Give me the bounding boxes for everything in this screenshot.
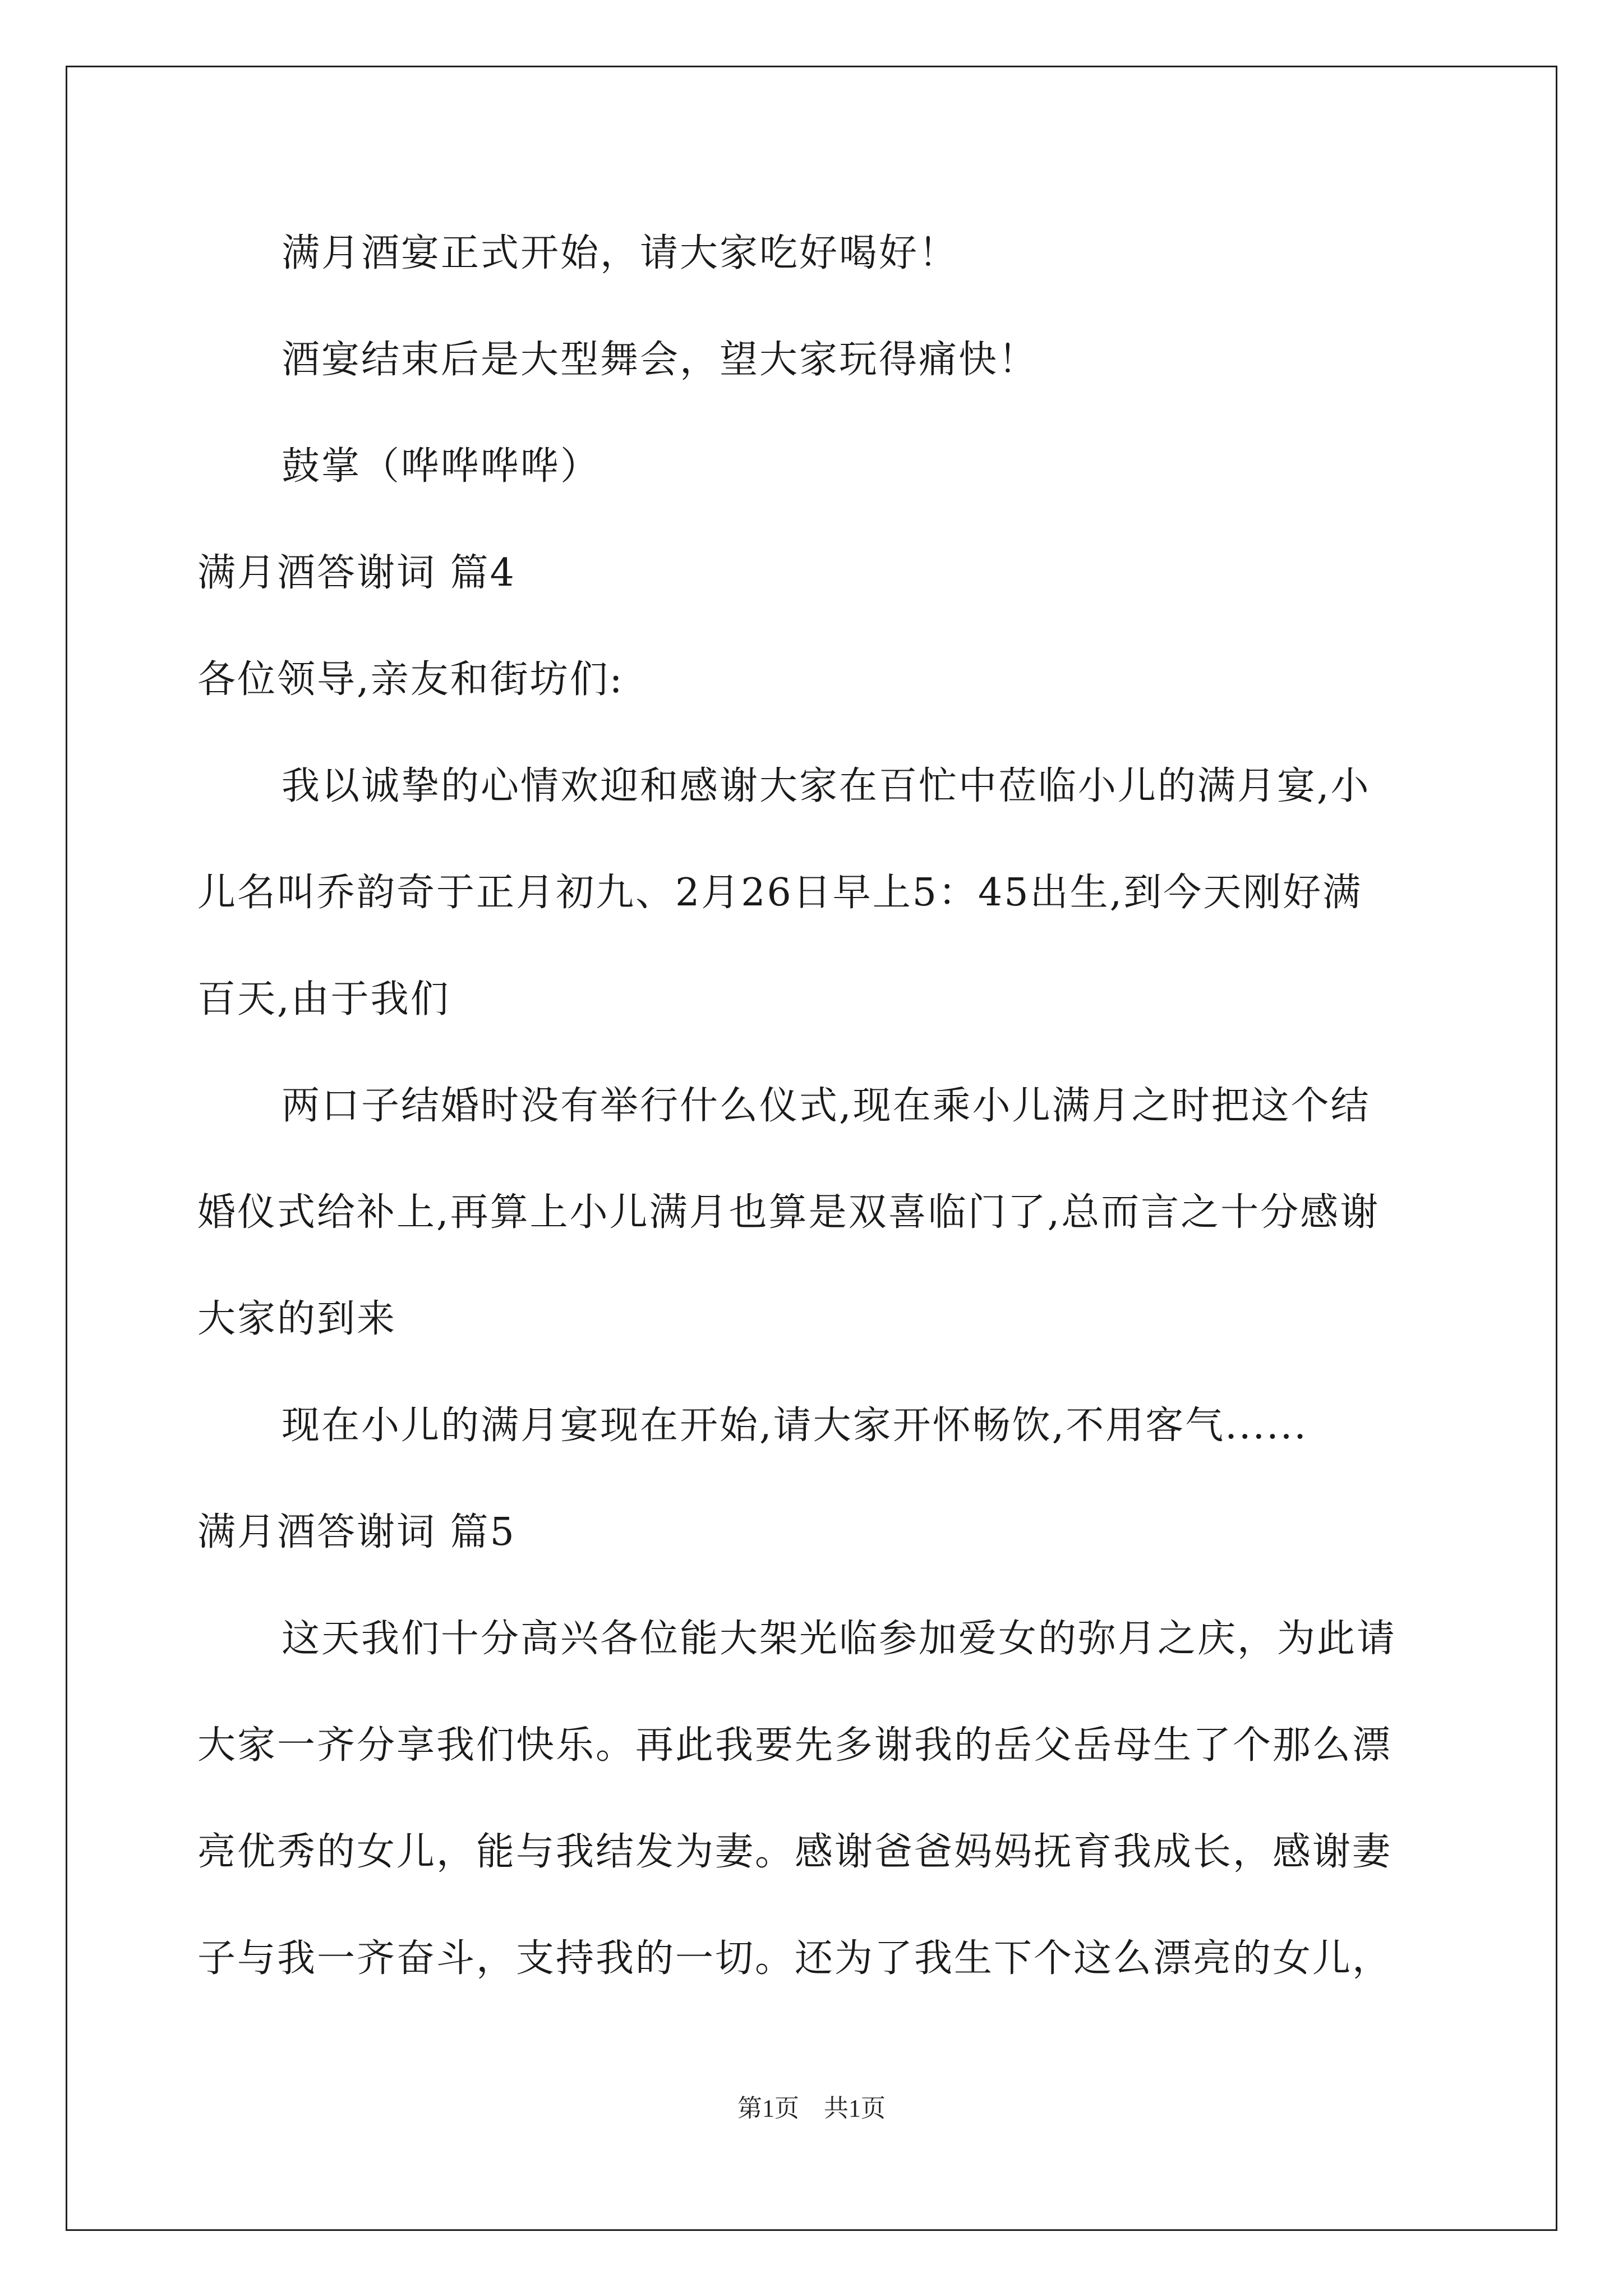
paragraph-line: 儿名叫乔韵奇于正月初九、2月26日早上5：45出生,到今天刚好满 [197, 871, 1363, 915]
page-footer: 第1页 共1页 [737, 2095, 886, 2122]
paragraph-line: 百天,由于我们 [197, 977, 450, 1022]
paragraph-line: 酒宴结束后是大型舞会，望大家玩得痛快！ [282, 338, 1039, 382]
paragraph-line: 两口子结婚时没有举行什么仪式,现在乘小儿满月之时把这个结 [282, 1084, 1371, 1128]
section-heading: 满月酒答谢词 篇4 [197, 551, 516, 595]
paragraph-line: 满月酒宴正式开始，请大家吃好喝好！ [282, 231, 959, 275]
section-heading: 满月酒答谢词 篇5 [197, 1510, 516, 1554]
paragraph-line: 现在小儿的满月宴现在开始,请大家开怀畅饮,不用客气...... [282, 1404, 1308, 1448]
paragraph-line: 大家一齐分享我们快乐。再此我要先多谢我的岳父岳母生了个那么漂 [197, 1723, 1393, 1768]
paragraph-line: 子与我一齐奋斗，支持我的一切。还为了我生下个这么漂亮的女儿， [197, 1936, 1393, 1981]
paragraph-line: 我以诚挚的心情欢迎和感谢大家在百忙中莅临小儿的满月宴,小 [282, 764, 1371, 808]
paragraph-line: 亮优秀的女儿，能与我结发为妻。感谢爸爸妈妈抚育我成长，感谢妻 [197, 1830, 1393, 1874]
page-frame [66, 66, 1557, 2231]
paragraph-line: 这天我们十分高兴各位能大架光临参加爱女的弥月之庆，为此请 [282, 1617, 1397, 1661]
paragraph-line: 鼓掌（哗哗哗哗） [282, 444, 601, 489]
paragraph-line: 大家的到来 [197, 1297, 397, 1341]
paragraph-line: 婚仪式给补上,再算上小儿满月也算是双喜临门了,总而言之十分感谢 [197, 1190, 1380, 1235]
salutation-line: 各位领导,亲友和街坊们: [197, 657, 624, 702]
